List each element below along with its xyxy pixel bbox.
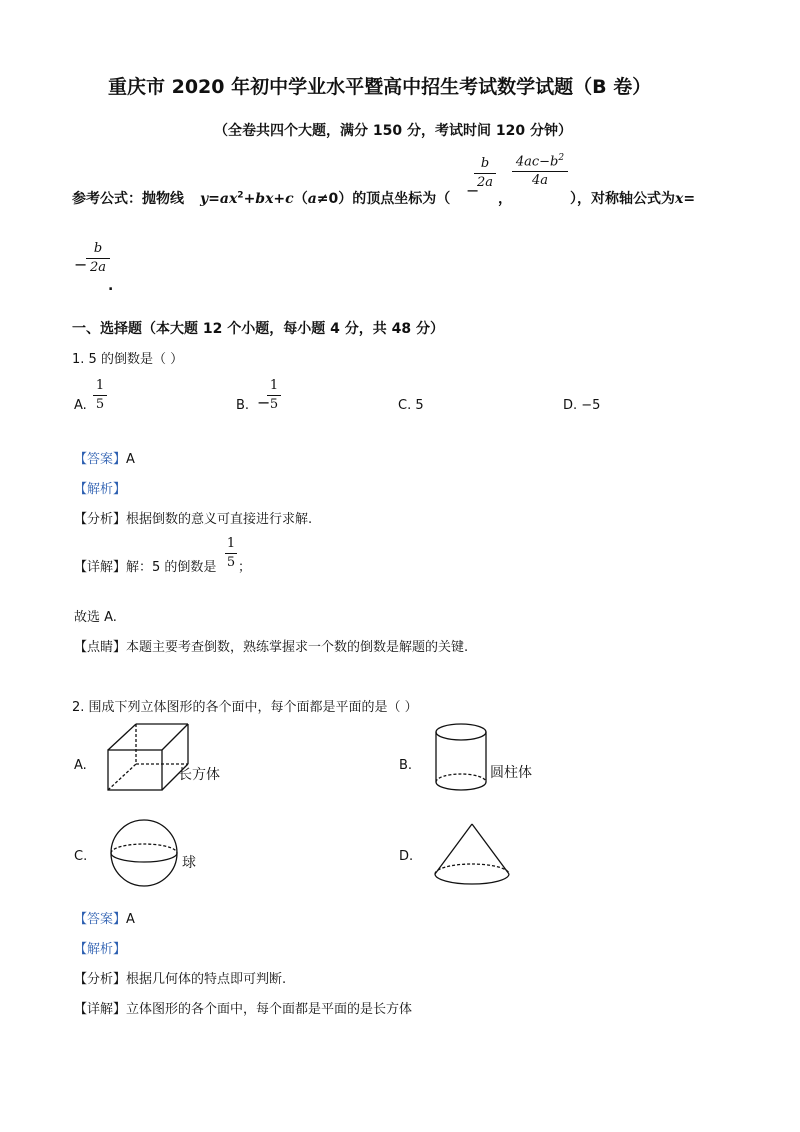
q1-fenxi: 根据倒数的意义可直接进行求解. <box>126 512 313 527</box>
q2-fenxi-tag: 【分析】 <box>74 972 127 987</box>
q1-detail-num: 1 <box>226 536 236 551</box>
q1-detail-fraction <box>225 536 237 571</box>
q1-detail-tag: 【详解】 <box>74 560 127 575</box>
vertex-y-sup: 2 <box>558 153 565 163</box>
formula-y: y <box>200 191 209 207</box>
q1-option-a-den: 5 <box>95 397 105 412</box>
q2-analysis-tag: 【解析】 <box>74 942 127 957</box>
q2-option-a-label: A. <box>74 758 87 773</box>
q1-option-c: C. 5 <box>398 398 424 413</box>
q1-comment-tag: 【点睛】 <box>74 640 127 655</box>
axis-num: b <box>93 241 103 256</box>
q2-option-c-text: 球 <box>182 855 196 871</box>
q1-comment: 本题主要考查倒数，熟练掌握求一个数的倒数是解题的关键. <box>126 640 469 655</box>
q1-analysis-tag: 【解析】 <box>74 482 127 497</box>
formula-cond-a: a <box>307 191 317 207</box>
vertex-x-fraction <box>474 156 496 191</box>
axis-den: 2a <box>89 260 107 275</box>
vertex-x-num: b <box>480 156 490 171</box>
formula-suffix-x: x <box>675 191 684 207</box>
q1-option-b-fraction <box>267 378 281 413</box>
q2-fenxi: 根据几何体的特点即可判断. <box>126 972 287 987</box>
exam-info: （全卷共四个大题，满分 150 分，考试时间 120 分钟） <box>214 123 572 139</box>
q2-answer: A <box>126 912 135 927</box>
vertex-comma: ， <box>498 191 512 207</box>
q2-option-c-label: C. <box>74 849 88 864</box>
vertex-y-den: 4a <box>531 173 549 189</box>
q2-option-d-label: D. <box>399 849 414 864</box>
q1-fenxi-tag: 【分析】 <box>74 512 127 527</box>
q1-detail-den: 5 <box>226 555 236 570</box>
cylinder-figure <box>434 722 490 794</box>
q2-option-b-label: B. <box>399 758 413 773</box>
q1-answer: A <box>126 452 135 467</box>
q1-option-a-num: 1 <box>95 378 105 393</box>
formula-prefix: 参考公式：抛物线 <box>72 191 184 207</box>
formula-suffix: ），对称轴公式为 <box>570 191 675 207</box>
formula-eq: = <box>208 191 220 207</box>
page-title: 重庆市 2020 年初中学业水平暨高中招生考试数学试题（B 卷） <box>108 76 652 98</box>
q1-detail: 解：5 的倒数是 <box>126 560 217 575</box>
formula-cond-rest: ≠0）的顶点坐标为（ <box>316 191 451 207</box>
q1-answer-tag: 【答案】 <box>74 452 127 467</box>
formula-ax: ax <box>219 191 238 207</box>
q2-answer-tag: 【答案】 <box>74 912 127 927</box>
vertex-y-fraction <box>512 150 568 189</box>
cone-figure <box>432 822 512 888</box>
sphere-figure <box>108 818 180 888</box>
formula-sup2: 2 <box>237 190 244 201</box>
formula-plus-bx: +bx+c <box>243 191 294 207</box>
axis-end: . <box>108 278 114 294</box>
q1-choose: 故选 A. <box>74 610 117 625</box>
q1-detail-end: ； <box>238 560 252 575</box>
q1-option-a-fraction <box>93 378 107 413</box>
formula-cond-open: （ <box>293 191 308 207</box>
q2-detail-tag: 【详解】 <box>74 1002 127 1017</box>
q2-option-b-text: 圆柱体 <box>490 765 532 781</box>
q1-stem: 1. 5 的倒数是（ ） <box>72 352 184 367</box>
formula-suffix-eq: = <box>683 191 696 207</box>
q1-option-b-den: 5 <box>269 397 279 412</box>
q1-option-b-minus: − <box>257 393 271 412</box>
axis-minus: − <box>74 255 88 274</box>
q2-option-a-text: 长方体 <box>178 767 220 783</box>
q1-option-b-num: 1 <box>269 378 279 393</box>
q1-option-a-label: A. <box>74 398 87 413</box>
q1-option-b-label: B. <box>236 398 250 413</box>
vertex-x-den: 2a <box>476 175 494 190</box>
q2-stem: 2. 围成下列立体图形的各个面中，每个面都是平面的是（ ） <box>72 700 418 715</box>
section-heading: 一、选择题（本大题 12 个小题，每小题 4 分，共 48 分） <box>72 321 444 337</box>
axis-fraction <box>86 241 110 276</box>
q2-detail: 立体图形的各个面中，每个面都是平面的是长方体 <box>126 1002 413 1017</box>
q1-option-d: D. −5 <box>563 398 601 413</box>
vertex-minus: − <box>466 181 480 200</box>
vertex-y-num: 4ac−b <box>515 154 559 170</box>
